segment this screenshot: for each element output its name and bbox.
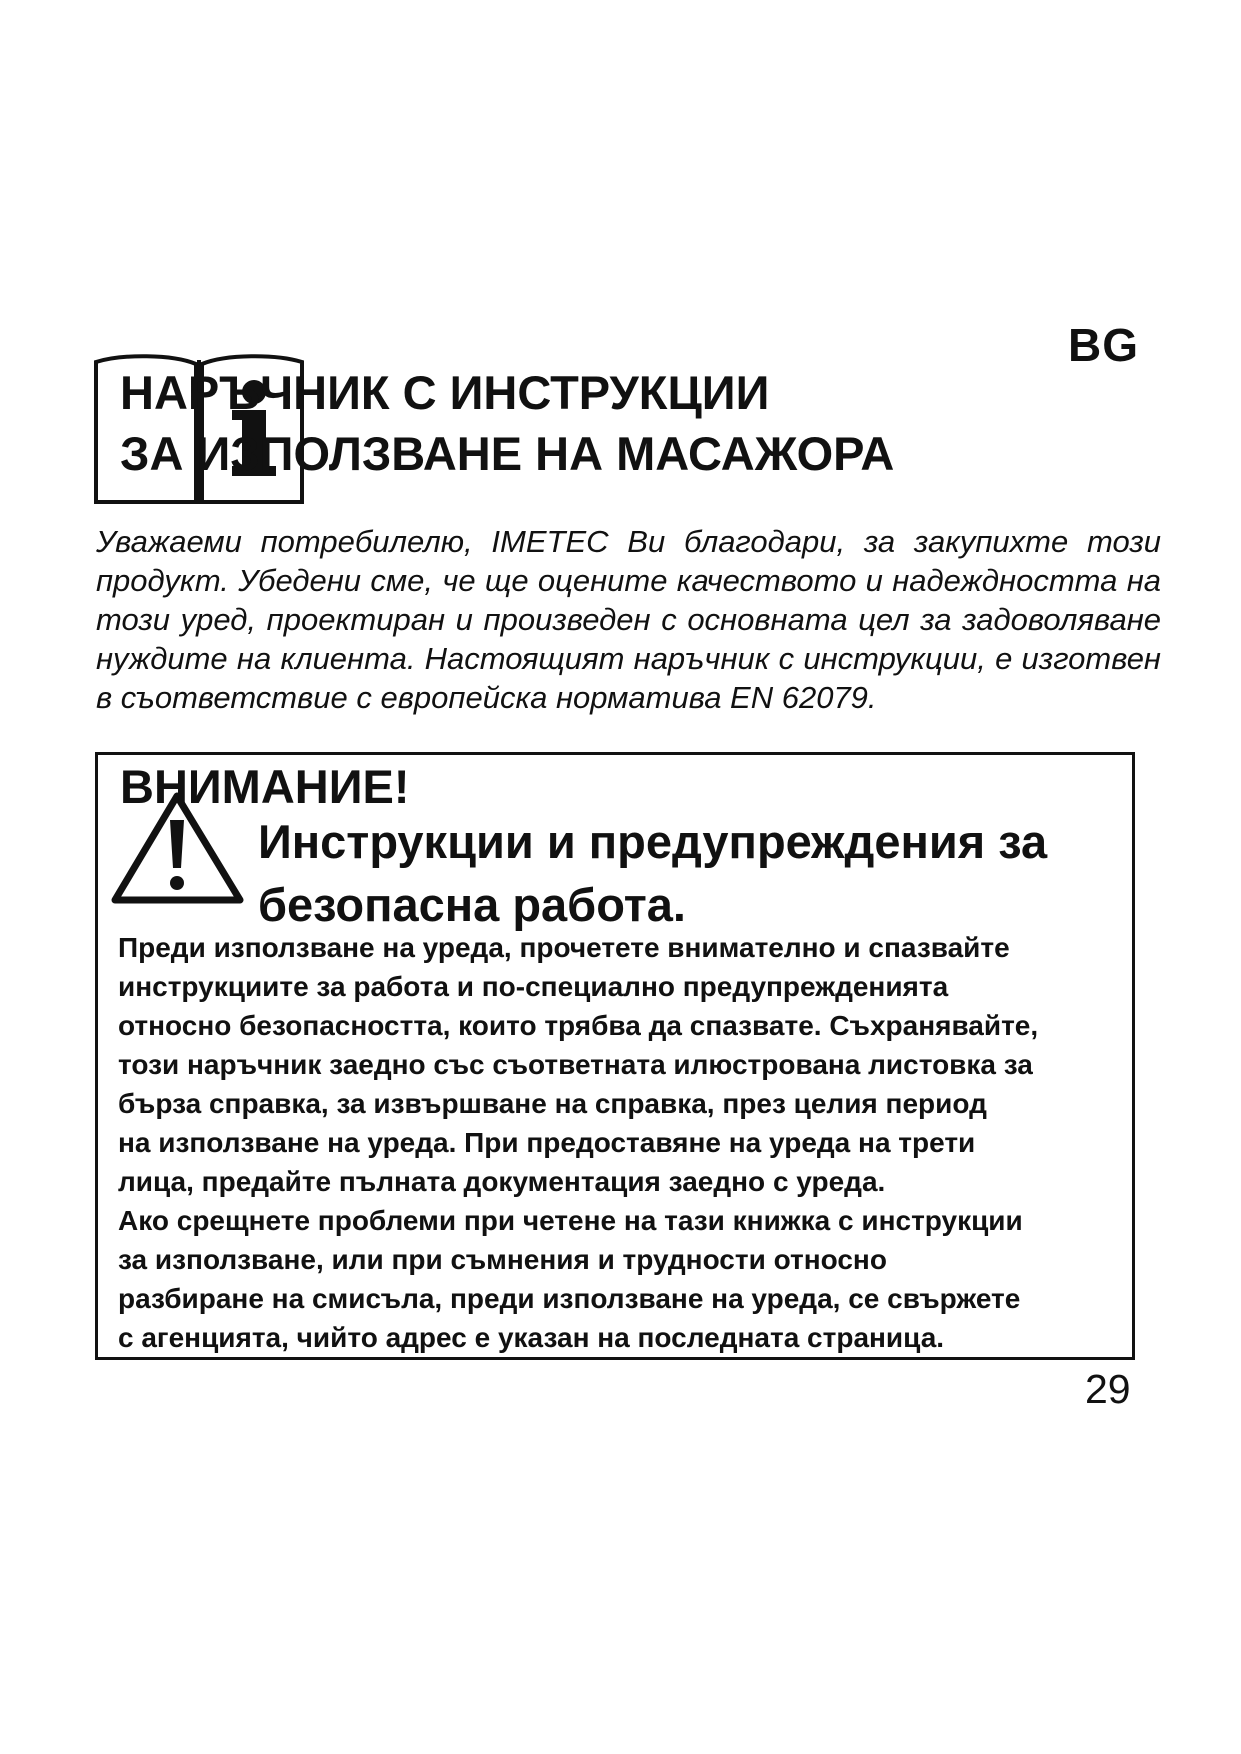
document-title [120, 362, 894, 484]
warning-subheading [258, 810, 1047, 936]
language-code: BG [1068, 319, 1139, 371]
warning-subheading-line: Инструкции и предупреждения за [258, 815, 1048, 868]
warning-body-line: бърза справка, за извършване на справка, през целия период [118, 1088, 987, 1119]
warning-body-line: Ако срещнете проблеми при четене на тази книжка с инструкции [118, 1205, 1023, 1236]
warning-body-line: лица, предайте пълната документация заедно с уреда. [118, 1166, 886, 1197]
warning-body-line: този наръчник заедно със съответната илюстрована листовка за [118, 1049, 1033, 1080]
page-number: 29 [1085, 1366, 1131, 1412]
warning-body-line: Преди използване на уреда, прочетете внимателно и спазвайте [118, 932, 1010, 963]
title-line: НАРЪЧНИК С ИНСТРУКЦИИ [120, 366, 770, 419]
warning-subheading-line: безопасна работа. [258, 878, 686, 931]
warning-body-line: инструкциите за работа и по-специално предупрежденията [118, 971, 949, 1002]
warning-body-line: относно безопасността, които трябва да спазвате. Съхранявайте, [118, 1010, 1039, 1041]
warning-heading: ВНИМАНИЕ! [120, 760, 410, 813]
warning-body-line: на използване на уреда. При предоставяне на уреда на трети [118, 1127, 976, 1158]
warning-body-line: разбиране на смисъла, преди използване на уреда, се свържете [118, 1283, 1021, 1314]
warning-body-line: с агенцията, чийто адрес е указан на последната страница. [118, 1322, 945, 1353]
warning-body [118, 928, 1130, 1357]
title-line: ЗА ИЗПОЛЗВАНЕ НА МАСАЖОРА [120, 427, 895, 480]
intro-paragraph: Уважаеми потребилелю, IMETEC Ви благодари, за закупихте този продукт. Убедени сме, че ще оцените качеството и надеждността на този уред, проектиран и произведен с основната цел за задоволяване нуждите на клиента. Настоящият наръчник с инструкции, е изготвен в съответствие с европейска норматива EN 62079. [96, 524, 1161, 715]
warning-body-line: за използване, или при съмнения и трудности относно [118, 1244, 887, 1275]
